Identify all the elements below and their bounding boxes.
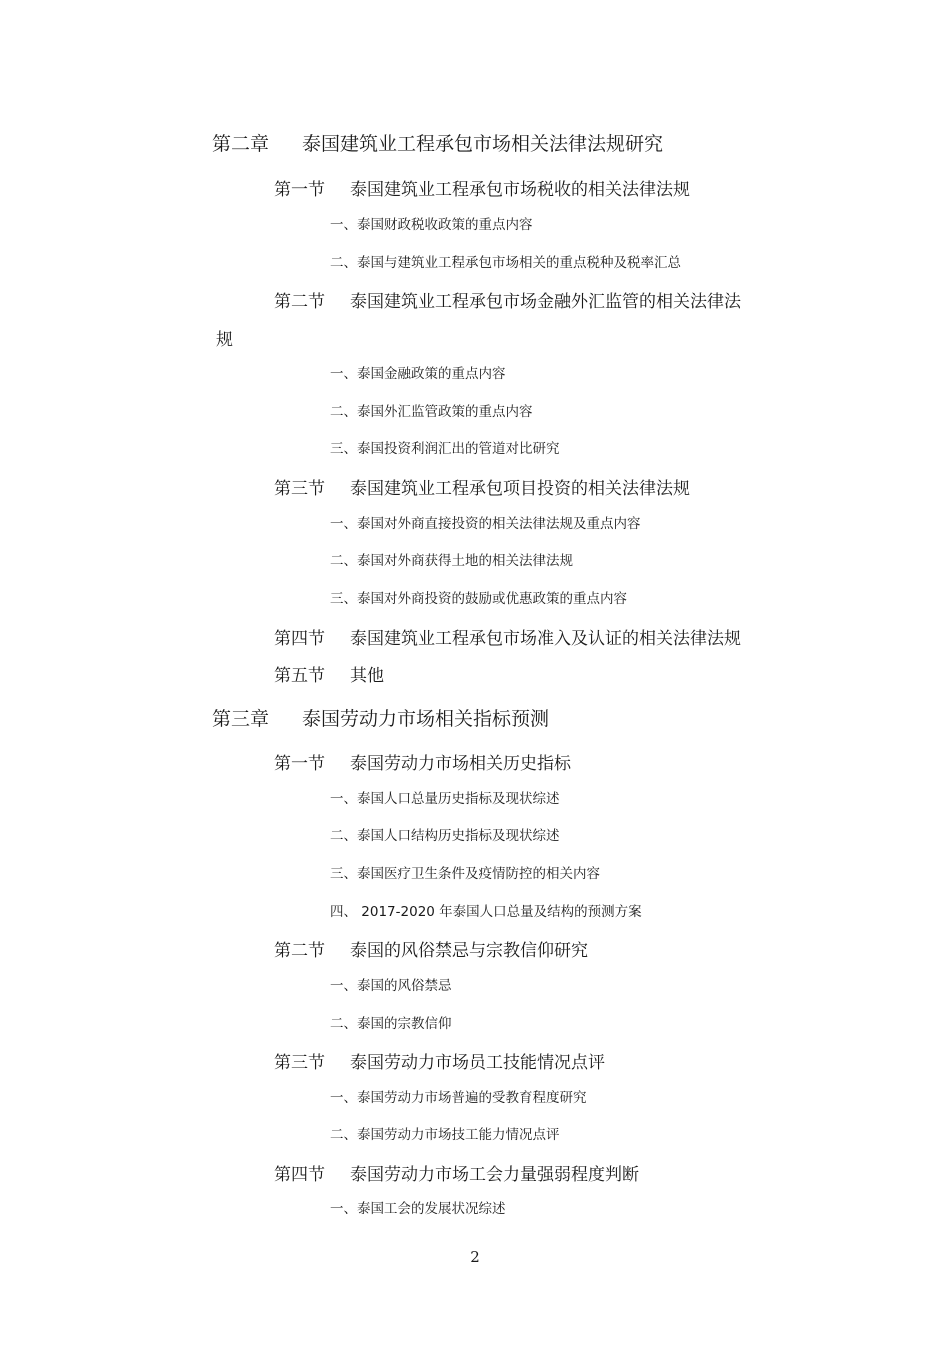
section-heading — [274, 1160, 639, 1185]
subsection-item: 三、泰国投资利润汇出的管道对比研究 — [330, 441, 560, 457]
section-label: 第四节 — [274, 629, 325, 649]
section-heading — [274, 474, 690, 499]
chapter-title: 泰国劳动力市场相关指标预测 — [302, 708, 550, 730]
section-title-continuation: 规 — [216, 330, 233, 350]
subsection-item: 二、泰国劳动力市场技工能力情况点评 — [330, 1127, 560, 1143]
section-heading — [274, 749, 571, 774]
subsection-item: 二、泰国外汇监管政策的重点内容 — [330, 404, 533, 420]
chapter-heading — [212, 704, 549, 731]
subsection-item: 一、泰国财政税收政策的重点内容 — [330, 217, 533, 233]
section-title: 泰国劳动力市场工会力量强弱程度判断 — [350, 1165, 639, 1185]
subsection-item: 一、泰国人口总量历史指标及现状综述 — [330, 791, 560, 807]
section-label: 第二节 — [274, 941, 325, 961]
section-title: 泰国建筑业工程承包项目投资的相关法律法规 — [350, 479, 690, 499]
subsection-item: 二、泰国的宗教信仰 — [330, 1016, 452, 1032]
section-heading — [274, 175, 690, 200]
section-label: 第四节 — [274, 1165, 325, 1185]
section-label: 第一节 — [274, 180, 325, 200]
subsection-item: 二、泰国与建筑业工程承包市场相关的重点税种及税率汇总 — [330, 255, 681, 271]
subsection-item: 三、泰国对外商投资的鼓励或优惠政策的重点内容 — [330, 591, 627, 607]
section-label: 第五节 — [274, 666, 325, 686]
subsection-item: 一、泰国的风俗禁忌 — [330, 978, 452, 994]
section-heading — [274, 624, 741, 649]
section-title: 泰国劳动力市场员工技能情况点评 — [350, 1053, 605, 1073]
chapter-label: 第二章 — [212, 133, 270, 155]
section-heading — [274, 661, 384, 686]
chapter-title: 泰国建筑业工程承包市场相关法律法规研究 — [302, 133, 664, 155]
subsection-item: 一、泰国金融政策的重点内容 — [330, 366, 506, 382]
subsection-item: 四、 2017-2020 年泰国人口总量及结构的预测方案 — [330, 904, 642, 920]
section-label: 第二节 — [274, 292, 325, 312]
subsection-item: 三、泰国医疗卫生条件及疫情防控的相关内容 — [330, 866, 600, 882]
section-title: 其他 — [350, 666, 384, 686]
section-label: 第三节 — [274, 479, 325, 499]
page-number: 2 — [470, 1248, 480, 1266]
section-heading — [274, 287, 741, 312]
section-title: 泰国建筑业工程承包市场准入及认证的相关法律法规 — [350, 629, 741, 649]
subsection-item: 二、泰国人口结构历史指标及现状综述 — [330, 828, 560, 844]
chapter-heading — [212, 129, 663, 156]
section-label: 第三节 — [274, 1053, 325, 1073]
subsection-item: 二、泰国对外商获得土地的相关法律法规 — [330, 553, 573, 569]
section-label: 第一节 — [274, 754, 325, 774]
section-title: 泰国的风俗禁忌与宗教信仰研究 — [350, 941, 588, 961]
section-title: 泰国建筑业工程承包市场金融外汇监管的相关法律法 — [350, 292, 741, 312]
section-title: 泰国劳动力市场相关历史指标 — [350, 754, 571, 774]
chapter-label: 第三章 — [212, 708, 270, 730]
subsection-item: 一、泰国对外商直接投资的相关法律法规及重点内容 — [330, 516, 641, 532]
subsection-item: 一、泰国工会的发展状况综述 — [330, 1201, 506, 1217]
subsection-item: 一、泰国劳动力市场普遍的受教育程度研究 — [330, 1090, 587, 1106]
section-heading — [274, 936, 588, 961]
section-title: 泰国建筑业工程承包市场税收的相关法律法规 — [350, 180, 690, 200]
section-heading — [274, 1048, 605, 1073]
